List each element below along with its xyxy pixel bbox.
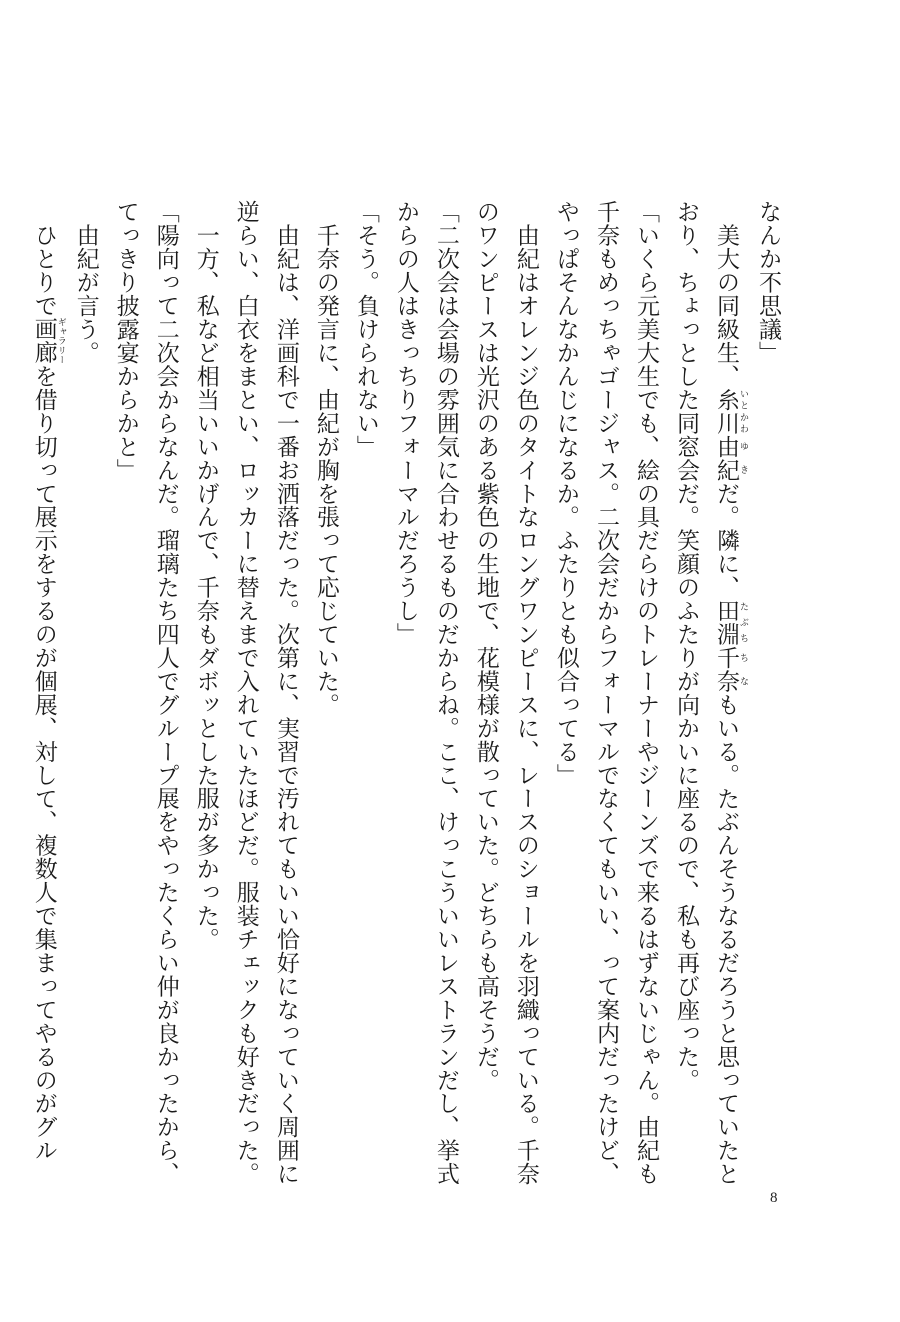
text-line: 一方、私など相当いいかげんで、千奈もダボッとした服が多かった。 [192,200,219,951]
ruby-china: 千奈 ちな [712,645,748,693]
text-span: もいる。たぶんそうなるだろうと思っていたと [712,692,739,1186]
text-line: 「陽向って二次会からなんだ。瑠璃たち四人でグループ展をやったくらい仲が良かったから、 [152,200,179,1186]
text-line: 逆らい、白衣をまとい、ロッカーに替えまで入れていたほどだ。服装チェックも好きだった。 [232,200,259,1186]
text-line: 千奈の発言に、由紀が胸を張って応じていた。 [312,200,339,717]
text-line [24,200,66,1160]
text-line: なんか不思議」 [755,200,781,365]
text-line: てっきり披露宴からかと」 [112,200,139,482]
vertical-text-block [30,200,788,1186]
ruby-garou: 画廊 ギャラリー [30,317,66,365]
text-line [706,200,748,1186]
text-line: からの人はきっちりフォーマルだろうし」 [392,200,419,646]
text-span: を借り切って展示をするのが個展、対して、複数人で集まってやるのがグル [30,364,57,1162]
text-span: だ。隣に、 [712,481,739,599]
text-line: 「二次会は会場の雰囲気に合わせるものだからね。ここ、けっこういいレストランだし、挙式 [432,200,459,1186]
text-line: 由紀はオレンジ色のタイトなロングワンピースに、レースのショールを羽織っている。千奈 [512,200,539,1186]
ruby-tabuchi: 田淵 たぶち [712,598,748,646]
ruby-yuki: 由紀 ゆき [712,434,748,482]
text-line: 千奈もめっちゃゴージャス。二次会だからフォーマルでなくてもいい、って案内だったけど、 [592,200,619,1186]
text-line: やっぱそんなかんじになるか。ふたりとも似合ってる」 [552,200,579,787]
text-line: 「いくら元美大生でも、絵の具だらけのトレーナーやジーンズで来るはずないじゃん。由紀も [632,200,659,1186]
text-line: 「そう。負けられない」 [352,200,379,459]
text-line: 由紀が言う。 [72,200,99,365]
text-line: おり、ちょっとした同窓会だ。笑顔のふたりが向かいに座るので、私も再び座った。 [672,200,699,1092]
text-line: のワンピースは光沢のある紫色の生地で、花模様が散っていた。どちらも高そうだ。 [472,200,499,1092]
text-span: ひとりで [30,200,57,318]
text-line: 由紀は、洋画科で一番お洒落だった。次第に、実習で汚れてもいい恰好になっていく周囲に [272,200,299,1186]
text-span: 美大の同級生、 [712,200,739,388]
ruby-itokawa: 糸川 いとかわ [712,387,748,435]
page-number: 8 [770,1190,778,1206]
